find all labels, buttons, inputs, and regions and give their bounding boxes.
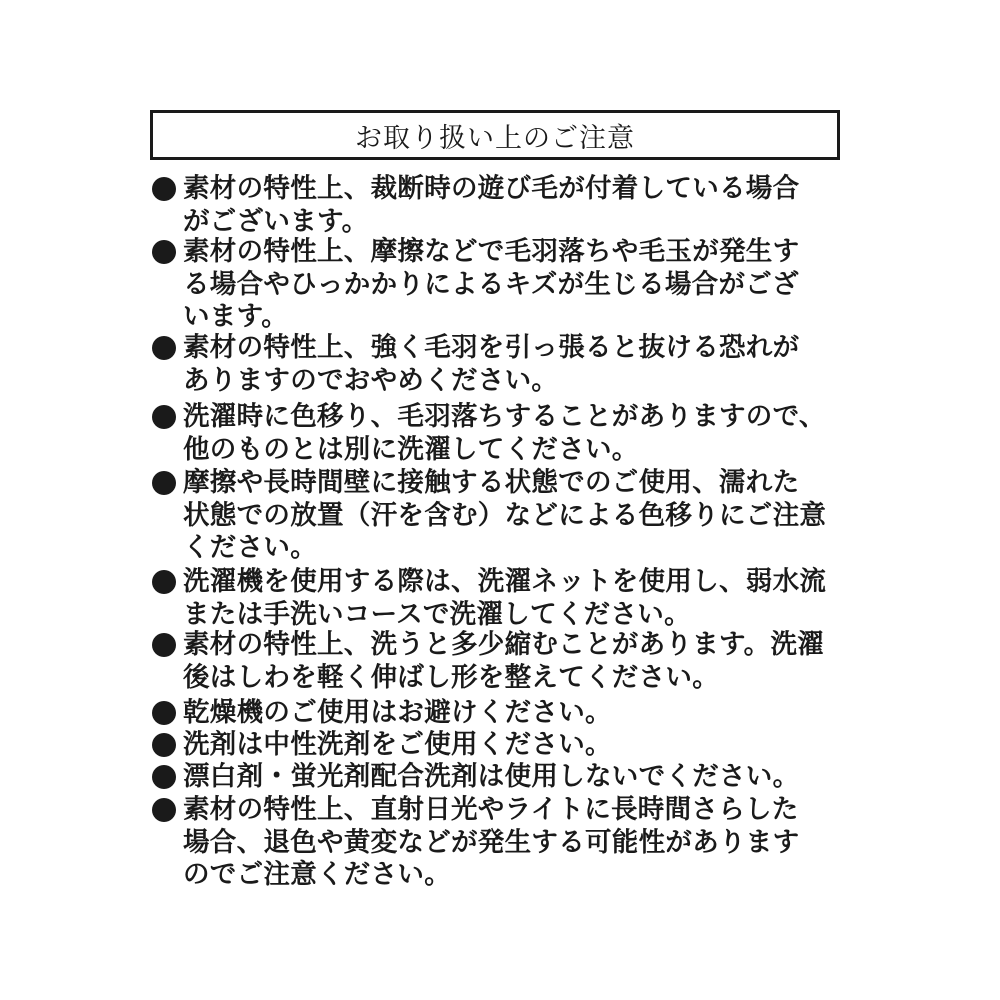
caution-text-line: 素材の特性上、摩擦などで毛羽落ちや毛玉が発生す	[183, 236, 800, 267]
caution-text-line: のでご注意ください。	[183, 859, 451, 890]
bullet-icon	[152, 798, 176, 822]
bullet-icon	[152, 733, 176, 757]
caution-text-line: 素材の特性上、洗うと多少縮むことがあります。洗濯	[183, 629, 825, 660]
caution-text-line: います。	[183, 301, 289, 332]
caution-text-line: 素材の特性上、直射日光やライトに長時間さらした	[183, 794, 799, 825]
caution-text-line: ください。	[183, 532, 317, 563]
caution-text-line: ありますのでおやめください。	[183, 364, 559, 396]
caution-item	[152, 794, 872, 892]
caution-text-line: 素材の特性上、強く毛羽を引っ張ると抜ける恐れが	[183, 332, 800, 363]
bullet-icon	[152, 240, 176, 264]
bullet-icon	[152, 633, 176, 657]
caution-item	[152, 629, 872, 694]
caution-text-line: 素材の特性上、裁断時の遊び毛が付着している場合	[183, 173, 800, 204]
caution-text-line: 状態での放置（汗を含む）などによる色移りにご注意	[183, 499, 827, 531]
bullet-icon	[152, 570, 176, 594]
caution-item	[152, 729, 872, 762]
caution-text-line: または手洗いコースで洗濯してください。	[183, 598, 691, 630]
bullet-icon	[152, 471, 176, 495]
caution-text-line: 洗濯時に色移り、毛羽落ちすることがありますので、	[183, 401, 826, 432]
caution-item	[152, 761, 872, 794]
bullet-icon	[152, 336, 176, 360]
bullet-icon	[152, 765, 176, 789]
caution-text-line: 洗剤は中性洗剤をご使用ください。	[183, 729, 612, 760]
caution-item	[152, 173, 872, 238]
caution-text-line: 漂白剤・蛍光剤配合洗剤は使用しないでください。	[183, 761, 800, 792]
caution-text-line: 摩擦や長時間壁に接触する状態でのご使用、濡れた	[183, 467, 800, 498]
caution-text-line: 場合、退色や黄変などが発生する可能性があります	[183, 826, 800, 858]
bullet-icon	[152, 177, 176, 201]
caution-text-line: がございます。	[183, 205, 369, 237]
caution-item	[152, 236, 872, 334]
caution-item	[152, 697, 872, 730]
caution-item	[152, 566, 872, 631]
caution-item	[152, 401, 872, 466]
caution-text-line: 他のものとは別に洗濯してください。	[183, 433, 639, 465]
title-box	[150, 110, 840, 160]
caution-item	[152, 467, 872, 565]
caution-text-line: る場合やひっかかりによるキズが生じる場合がござ	[183, 268, 799, 300]
bullet-icon	[152, 405, 176, 429]
caution-text-line: 後はしわを軽く伸ばし形を整えてください。	[183, 661, 719, 693]
caution-text-line: 乾燥機のご使用はお避けください。	[183, 697, 612, 728]
caution-item	[152, 332, 872, 397]
caution-text-line: 洗濯機を使用する際は、洗濯ネットを使用し、弱水流	[183, 566, 827, 597]
bullet-icon	[152, 701, 176, 725]
page-title: お取り扱い上のご注意	[355, 122, 635, 154]
